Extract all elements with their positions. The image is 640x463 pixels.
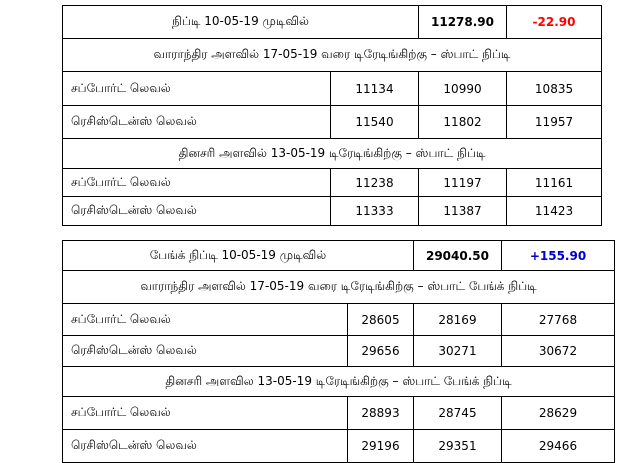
nifty-weekly-title: வாராந்திர அளவில் 17-05-19 வரை டிரேடிங்கிற்கு – ஸ்பாட் நிப்டி [63,39,602,72]
nifty-weekly-support-3: 10835 [507,72,602,106]
banknifty-close-label: பேங்க் நிப்டி 10-05-19 முடிவில் [63,241,414,271]
nifty-header-row [63,6,602,39]
banknifty-daily-support-1: 28893 [348,397,414,430]
banknifty-daily-title: தினசரி அளவில 13-05-19 டிரேடிங்கிற்கு – ஸ்பாட் பேங்க் நிப்டி [63,367,615,397]
banknifty-close-value: 29040.50 [414,241,502,271]
table-row [63,397,615,430]
nifty-daily-support-1: 11238 [331,169,419,197]
nifty-close-value: 11278.90 [419,6,507,39]
table-row [63,197,602,226]
banknifty-weekly-resistance-1: 29656 [348,336,414,367]
banknifty-daily-resistance-3: 29466 [502,430,615,463]
nifty-daily-resistance-2: 11387 [419,197,507,226]
nifty-close-label: நிப்டி 10-05-19 முடிவில் [63,6,419,39]
nifty-weekly-resistance-3: 11957 [507,106,602,139]
nifty-daily-resistance-3: 11423 [507,197,602,226]
table-row [63,336,615,367]
banknifty-weekly-resistance-2: 30271 [414,336,502,367]
banknifty-weekly-support-2: 28169 [414,304,502,336]
banknifty-daily-support-label: சப்போர்ட் லெவல் [63,397,348,430]
nifty-daily-title-row [63,139,602,169]
nifty-daily-support-2: 11197 [419,169,507,197]
nifty-weekly-support-1: 11134 [331,72,419,106]
banknifty-daily-support-2: 28745 [414,397,502,430]
banknifty-weekly-support-3: 27768 [502,304,615,336]
table-row [63,304,615,336]
banknifty-daily-resistance-1: 29196 [348,430,414,463]
nifty-change-value: -22.90 [507,6,602,39]
banknifty-daily-title-row [63,367,615,397]
table-row [63,169,602,197]
nifty-weekly-resistance-2: 11802 [419,106,507,139]
banknifty-weekly-title: வாராந்திர அளவில் 17-05-19 வரை டிரேடிங்கிற்கு – ஸ்பாட் பேங்க் நிப்டி [63,271,615,304]
banknifty-change-value: +155.90 [502,241,615,271]
nifty-weekly-resistance-label: ரெசிஸ்டென்ஸ் லெவல் [63,106,331,139]
nifty-levels-table [62,5,602,226]
banknifty-daily-resistance-label: ரெசிஸ்டென்ஸ் லெவல் [63,430,348,463]
banknifty-header-row [63,241,615,271]
nifty-daily-resistance-label: ரெசிஸ்டென்ஸ் லெவல் [63,197,331,226]
nifty-weekly-title-row [63,39,602,72]
table-row [63,430,615,463]
nifty-weekly-resistance-1: 11540 [331,106,419,139]
banknifty-weekly-support-label: சப்போர்ட் லெவல் [63,304,348,336]
table-row [63,72,602,106]
banknifty-levels-table [62,240,615,463]
banknifty-daily-resistance-2: 29351 [414,430,502,463]
table-row [63,106,602,139]
nifty-daily-resistance-1: 11333 [331,197,419,226]
nifty-daily-support-label: சப்போர்ட் லெவல் [63,169,331,197]
banknifty-weekly-resistance-label: ரெசிஸ்டென்ஸ் லெவல் [63,336,348,367]
nifty-daily-support-3: 11161 [507,169,602,197]
banknifty-weekly-resistance-3: 30672 [502,336,615,367]
banknifty-weekly-support-1: 28605 [348,304,414,336]
banknifty-weekly-title-row [63,271,615,304]
banknifty-daily-support-3: 28629 [502,397,615,430]
nifty-weekly-support-label: சப்போர்ட் லெவல் [63,72,331,106]
nifty-weekly-support-2: 10990 [419,72,507,106]
nifty-daily-title: தினசரி அளவில் 13-05-19 டிரேடிங்கிற்கு – ஸ்பாட் நிப்டி [63,139,602,169]
